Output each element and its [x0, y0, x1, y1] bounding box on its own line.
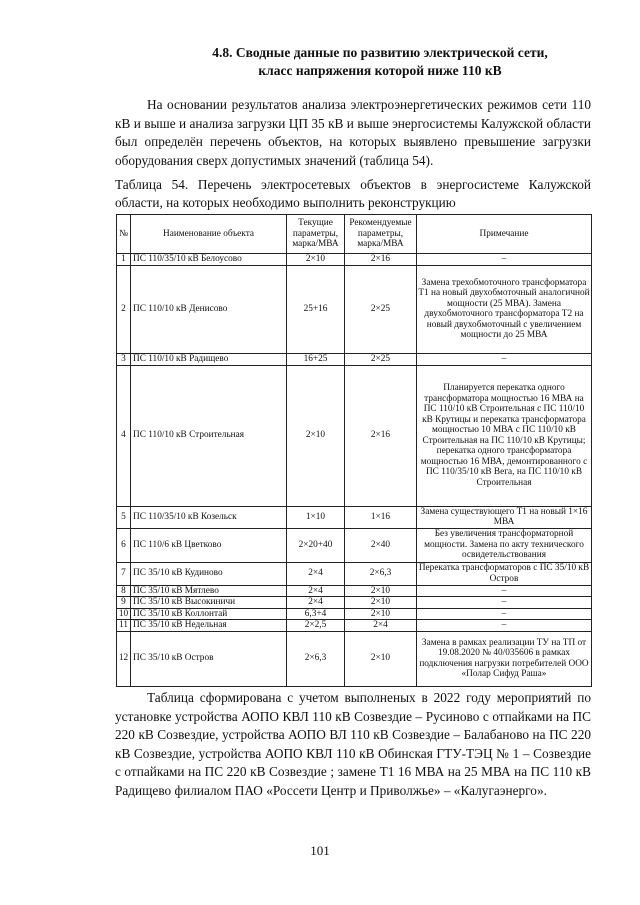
- cell-current: 2×10: [287, 365, 345, 506]
- table-header-row: [117, 215, 592, 254]
- cell-recommended: 2×25: [345, 265, 417, 353]
- cell-recommended: 2×4: [345, 620, 417, 632]
- cell-recommended: 2×16: [345, 365, 417, 506]
- cell-name: ПС 110/35/10 кВ Белоусово: [131, 254, 287, 266]
- cell-name: ПС 35/10 кВ Кудиново: [131, 562, 287, 585]
- summary-text: Таблица сформирована с учетом выполненых в 2022 году мероприятий по установке устройства АОПО КВЛ 110 кВ Созвездие – Русиново с отпайками на ПС 220 кВ Созвездие, устройства АОПО ВЛ 110 кВ Созвездие – Балабаново на ПС 220 кВ Созвездие, устройства АОПО КВЛ 110 кВ Обинская ГТУ-ТЭЦ № 1 – Созвездие с отпайками на ПС 220 кВ Созвездие ; замене Т1 16 МВА на 25 МВА на ПС 110 кВ Радищево филиалом ПАО «Россети Центр и Приволжье» – «Калугаэнерго».: [115, 690, 591, 798]
- header-current: Текущие параметры, марка/МВА: [287, 215, 345, 254]
- cell-name: ПС 35/10 кВ Остров: [131, 631, 287, 686]
- cell-note: Перекатка трансформаторов с ПС 35/10 кВ Остров: [417, 562, 592, 585]
- cell-note: –: [417, 254, 592, 266]
- table-row: [117, 608, 592, 620]
- cell-note: Без увеличения трансформаторной мощности. Замена по акту технического освидетельствования: [417, 528, 592, 562]
- cell-name: ПС 35/10 кВ Недельная: [131, 620, 287, 632]
- cell-num: 3: [117, 353, 131, 365]
- cell-num: 5: [117, 506, 131, 528]
- reconstruction-table: [116, 214, 592, 687]
- header-num: №: [117, 215, 131, 254]
- cell-note: Замена в рамках реализации ТУ на ТП от 19.08.2020 № 40/035606 в рамках подключения нагрузки потребителей ООО «Полар Сифуд Раша»: [417, 631, 592, 686]
- cell-num: 2: [117, 265, 131, 353]
- table-row: [117, 353, 592, 365]
- cell-recommended: 2×6,3: [345, 562, 417, 585]
- cell-num: 9: [117, 597, 131, 609]
- header-note: Примечание: [417, 215, 592, 254]
- cell-current: 2×4: [287, 562, 345, 585]
- cell-num: 12: [117, 631, 131, 686]
- cell-recommended: 2×16: [345, 254, 417, 266]
- table-row: [117, 562, 592, 585]
- cell-num: 11: [117, 620, 131, 632]
- cell-current: 2×6,3: [287, 631, 345, 686]
- table-row: [117, 585, 592, 597]
- cell-current: 2×20+40: [287, 528, 345, 562]
- cell-note: Планируется перекатка одного трансформатора мощностью 16 МВА на ПС 110/10 кВ Строительная с ПС 110/10 кВ Крутицы и перекатка трансформатора мощностью 10 МВА с ПС 110/10 кВ Строительная на ПС 110/10 кВ Крутицы; перекатка одного трансформатора мощностью 16 МВА, демонтированного с ПС 110/35/10 кВ Вега, на ПС 110/10 кВ Строительная: [417, 365, 592, 506]
- cell-current: 1×10: [287, 506, 345, 528]
- cell-current: 2×10: [287, 254, 345, 266]
- table-row: [117, 528, 592, 562]
- cell-recommended: 2×25: [345, 353, 417, 365]
- page-number: 101: [310, 843, 330, 858]
- cell-recommended: 2×10: [345, 585, 417, 597]
- table-row: [117, 631, 592, 686]
- cell-note: Замена трехобмоточного трансформатора Т1 на новый двухобмоточный аналогичной мощности (25 МВА). Замена двухобмоточного трансформатора Т2 на новый двухобмоточный с увеличением мощности до 25 МВА: [417, 265, 592, 353]
- cell-current: 6,3+4: [287, 608, 345, 620]
- table-row: [117, 620, 592, 632]
- heading-line-2: класс напряжения которой ниже 110 кВ: [258, 63, 502, 78]
- cell-recommended: 1×16: [345, 506, 417, 528]
- header-name: Наименование объекта: [131, 215, 287, 254]
- cell-name: ПС 35/10 кВ Коллонтай: [131, 608, 287, 620]
- table-row: [117, 265, 592, 353]
- table-caption: Таблица 54. Перечень электросетевых объектов в энергосистеме Калужской области, на которых необходимо выполнить реконструкцию: [115, 177, 591, 210]
- cell-num: 6: [117, 528, 131, 562]
- cell-num: 8: [117, 585, 131, 597]
- cell-note: –: [417, 585, 592, 597]
- cell-name: ПС 35/10 кВ Мятлево: [131, 585, 287, 597]
- cell-recommended: 2×10: [345, 608, 417, 620]
- table-row: [117, 597, 592, 609]
- cell-name: ПС 35/10 кВ Высокиничи: [131, 597, 287, 609]
- cell-name: ПС 110/10 кВ Радищево: [131, 353, 287, 365]
- cell-note: –: [417, 597, 592, 609]
- cell-note: Замена существующего Т1 на новый 1×16 МВА: [417, 506, 592, 528]
- cell-note: –: [417, 353, 592, 365]
- cell-note: –: [417, 608, 592, 620]
- summary-paragraph: [115, 689, 591, 800]
- cell-name: ПС 110/6 кВ Цветково: [131, 528, 287, 562]
- cell-num: 4: [117, 365, 131, 506]
- cell-recommended: 2×40: [345, 528, 417, 562]
- cell-note: –: [417, 620, 592, 632]
- cell-num: 7: [117, 562, 131, 585]
- cell-recommended: 2×10: [345, 597, 417, 609]
- cell-num: 1: [117, 254, 131, 266]
- table-row: [117, 365, 592, 506]
- cell-recommended: 2×10: [345, 631, 417, 686]
- heading-line-1: 4.8. Сводные данные по развитию электрической сети,: [212, 45, 548, 60]
- table-row: [117, 506, 592, 528]
- cell-current: 25+16: [287, 265, 345, 353]
- cell-num: 10: [117, 608, 131, 620]
- cell-name: ПС 110/35/10 кВ Козельск: [131, 506, 287, 528]
- intro-paragraph: [115, 96, 591, 170]
- cell-current: 16+25: [287, 353, 345, 365]
- cell-current: 2×4: [287, 597, 345, 609]
- table-row: [117, 254, 592, 266]
- intro-text: На основании результатов анализа электроэнергетических режимов сети 110 кВ и выше и анализа загрузки ЦП 35 кВ и выше энергосистемы Калужской области был определён перечень объектов, на которых выявлено превышение загрузки оборудования сверх допустимых значений (таблица 54).: [115, 97, 591, 168]
- header-recommended: Рекомендуемые параметры, марка/МВА: [345, 215, 417, 254]
- cell-current: 2×2,5: [287, 620, 345, 632]
- section-heading: [180, 44, 580, 80]
- cell-current: 2×4: [287, 585, 345, 597]
- cell-name: ПС 110/10 кВ Строительная: [131, 365, 287, 506]
- cell-name: ПС 110/10 кВ Денисово: [131, 265, 287, 353]
